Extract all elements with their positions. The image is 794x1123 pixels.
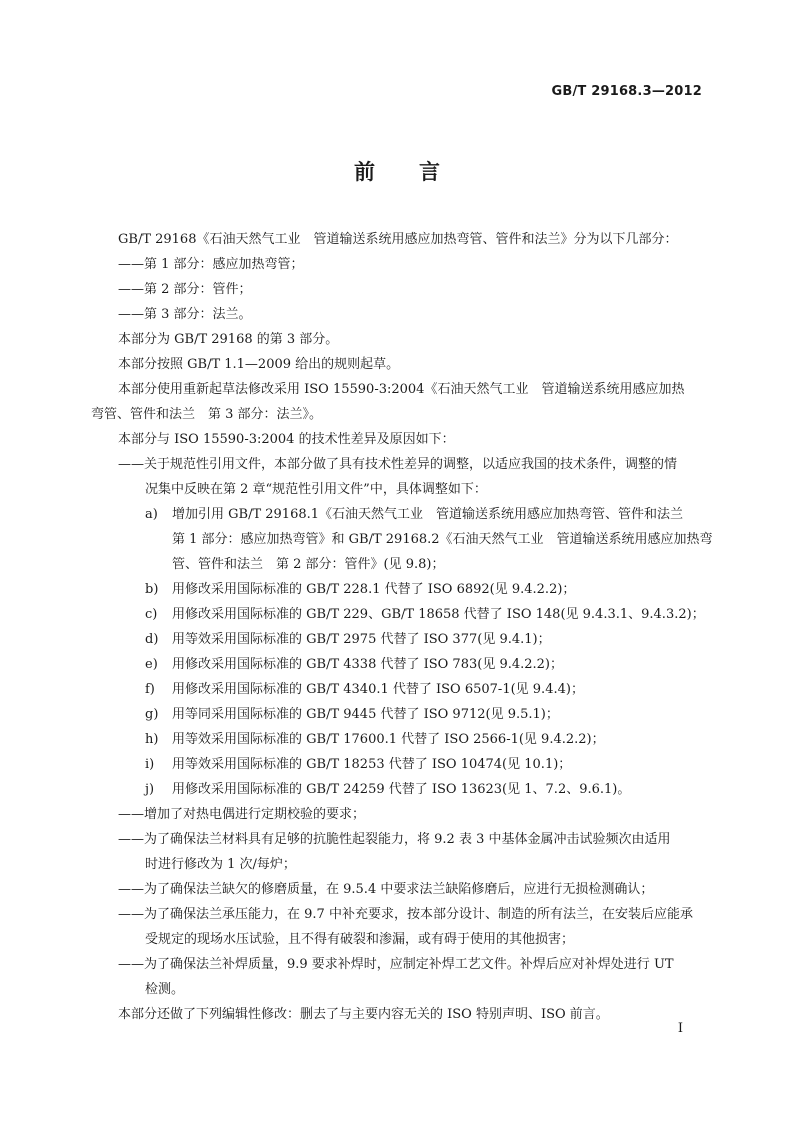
sub-item-text: 用修改采用国际标准的 GB/T 228.1 代替了 ISO 6892(见 9.4.2.2)； [172, 582, 576, 597]
paragraph-adoption-cont: 弯管、管件和法兰 第 3 部分：法兰》。 [91, 407, 323, 422]
difference-item-cont: 检测。 [145, 982, 185, 997]
paragraph-editorial: 本部分还做了下列编辑性修改：删去了与主要内容无关的 ISO 特别声明、ISO 前言。 [118, 1007, 609, 1022]
sub-item-marker: j) [145, 782, 155, 797]
difference-item-cont: 时进行修改为 1 次/每炉； [145, 857, 296, 872]
sub-item-marker: h) [145, 732, 159, 747]
sub-item-text: 用修改采用国际标准的 GB/T 24259 代替了 ISO 13623(见 1、7.2、9.6.1)。 [172, 782, 631, 797]
sub-item-marker: f) [145, 682, 155, 697]
sub-item-text: 用修改采用国际标准的 GB/T 229、GB/T 18658 代替了 ISO 148(见 9.4.3.1、9.4.3.2)； [172, 607, 705, 622]
part-list-item: ——第 1 部分：感应加热弯管； [118, 257, 304, 272]
difference-item: ——增加了对热电偶进行定期校验的要求； [118, 807, 366, 822]
sub-item-marker: i) [145, 757, 155, 772]
difference-item: ——为了确保法兰缺欠的修磨质量，在 9.5.4 中要求法兰缺陷修磨后，应进行无损检测确认； [118, 882, 654, 897]
paragraph-adoption: 本部分使用重新起草法修改采用 ISO 15590-3:2004《石油天然气工业 管道输送系统用感应加热 [118, 382, 685, 397]
difference-item-cont: 况集中反映在第 2 章“规范性引用文件”中，具体调整如下： [145, 482, 487, 497]
sub-item-text: 用等效采用国际标准的 GB/T 18253 代替了 ISO 10474(见 10.1)； [172, 757, 572, 772]
sub-item-marker: d) [145, 632, 159, 647]
paragraph-part: 本部分为 GB/T 29168 的第 3 部分。 [118, 332, 339, 347]
paragraph-intro: GB/T 29168《石油天然气工业 管道输送系统用感应加热弯管、管件和法兰》分为以下几部分： [118, 232, 678, 247]
sub-item-text: 用等效采用国际标准的 GB/T 2975 代替了 ISO 377(见 9.4.1)； [172, 632, 551, 647]
difference-item: ——为了确保法兰补焊质量，9.9 要求补焊时，应制定补焊工艺文件。补焊后应对补焊处进行 UT [118, 957, 674, 972]
sub-item-text: 管、管件和法兰 第 2 部分：管件》(见 9.8)； [172, 557, 445, 572]
sub-item-marker: b) [145, 582, 159, 597]
sub-item-text: 用等效采用国际标准的 GB/T 17600.1 代替了 ISO 2566-1(见 9.4.2.2)； [172, 732, 605, 747]
paragraph-drafting: 本部分按照 GB/T 1.1—2009 给出的规则起草。 [118, 357, 400, 372]
sub-item-text: 增加引用 GB/T 29168.1《石油天然气工业 管道输送系统用感应加热弯管、管件和法兰 [172, 507, 684, 522]
part-list-item: ——第 2 部分：管件； [118, 282, 252, 297]
sub-item-text: 用修改采用国际标准的 GB/T 4340.1 代替了 ISO 6507-1(见 9.4.4)； [172, 682, 584, 697]
sub-item-marker: e) [145, 657, 158, 672]
paragraph-differences: 本部分与 ISO 15590-3:2004 的技术性差异及原因如下： [118, 432, 455, 447]
sub-item-text: 用等同采用国际标准的 GB/T 9445 代替了 ISO 9712(见 9.5.1)； [172, 707, 559, 722]
sub-item-marker: g) [145, 707, 159, 722]
part-list-item: ——第 3 部分：法兰。 [118, 307, 252, 322]
difference-item-cont: 受规定的现场水压试验，且不得有破裂和渗漏，或有碍于使用的其他损害； [145, 932, 575, 947]
standard-code: GB/T 29168.3—2012 [551, 84, 702, 99]
difference-item: ——关于规范性引用文件，本部分做了具有技术性差异的调整，以适应我国的技术条件，调整的情 [118, 457, 678, 472]
difference-item: ——为了确保法兰材料具有足够的抗脆性起裂能力，将 9.2 表 3 中基体金属冲击试验频次由适用 [118, 832, 671, 847]
sub-item-marker: c) [145, 607, 158, 622]
difference-item: ——为了确保法兰承压能力，在 9.7 中补充要求，按本部分设计、制造的所有法兰，在安装后应能承 [118, 907, 693, 922]
sub-item-marker: a) [145, 507, 158, 522]
sub-item-text: 第 1 部分：感应加热弯管》和 GB/T 29168.2《石油天然气工业 管道输送系统用感应加热弯 [172, 532, 713, 547]
sub-item-text: 用修改采用国际标准的 GB/T 4338 代替了 ISO 783(见 9.4.2.2)； [172, 657, 564, 672]
page-number: I [677, 1021, 683, 1036]
page-title: 前言 [354, 160, 484, 184]
